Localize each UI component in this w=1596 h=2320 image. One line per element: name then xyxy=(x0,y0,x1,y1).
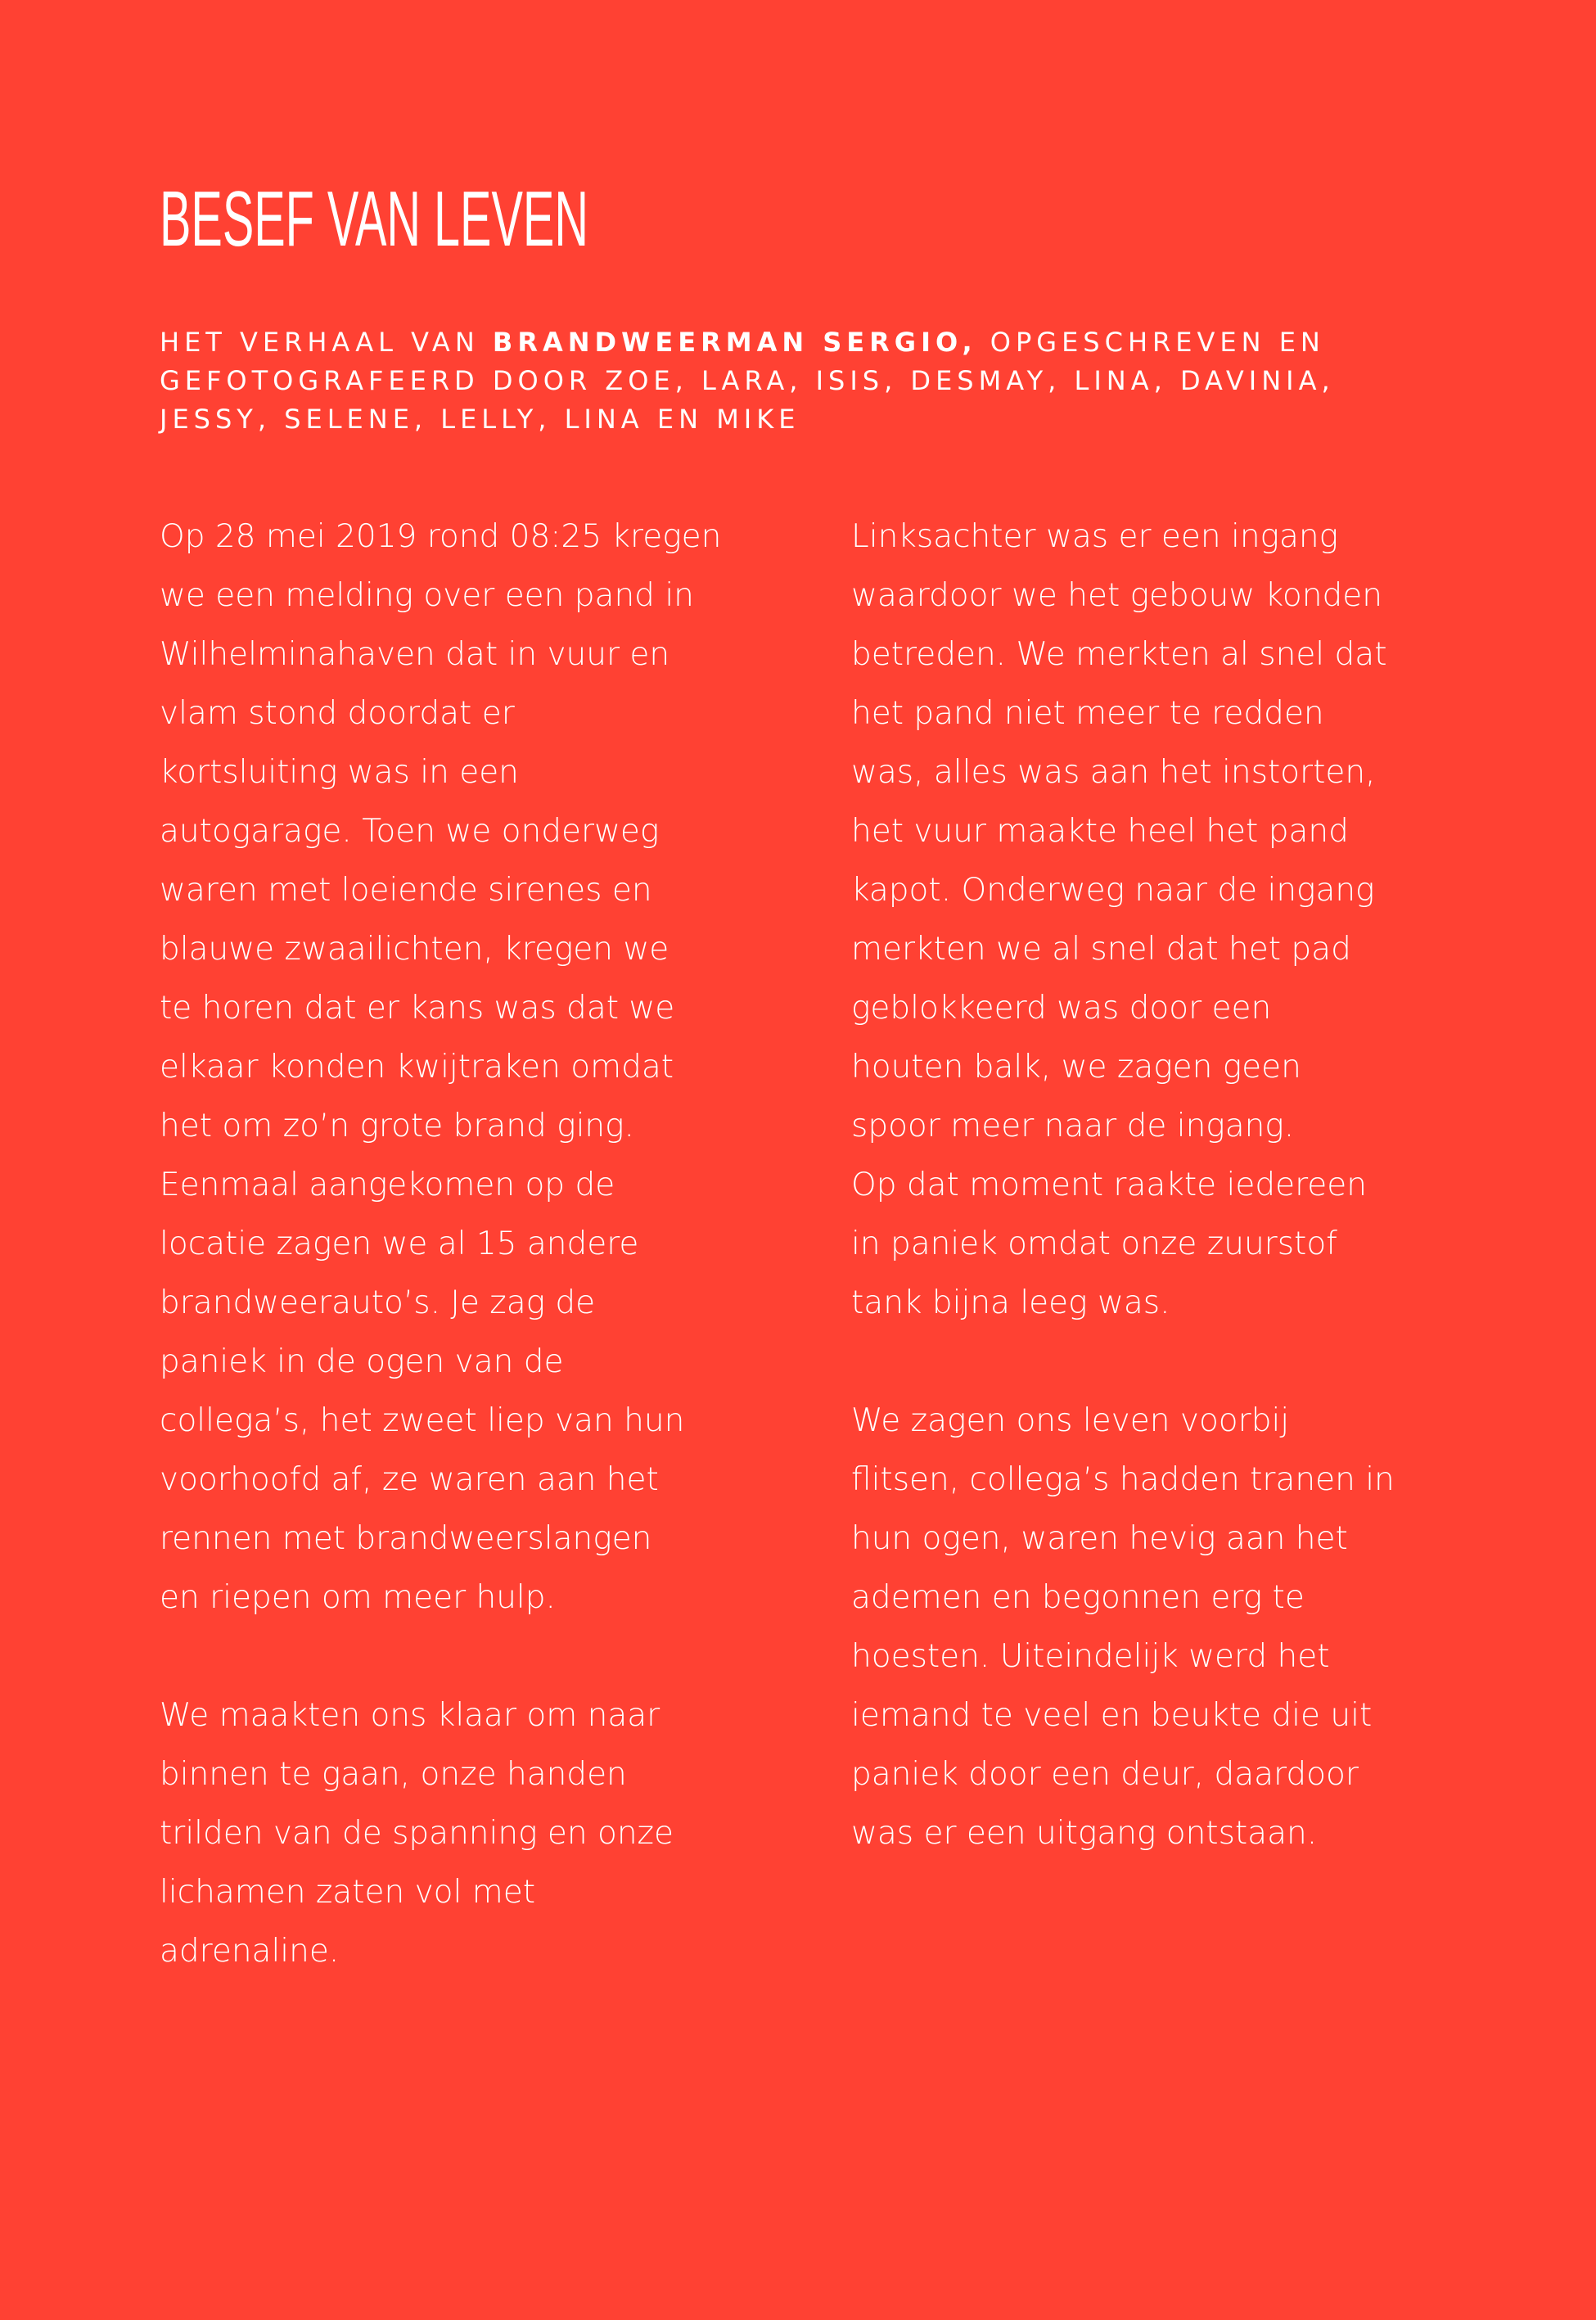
subtitle-prefix: HET VERHAAL VAN xyxy=(160,327,493,358)
article-title: BESEF VAN LEVEN xyxy=(160,175,588,263)
left-paragraph-1: Op 28 mei 2019 rond 08:25 kregen we een melding over een pand in Wilhelminahaven dat in vuur en vlam stond doordat er kortsluiting was in een autogarage. Toen we onderweg waren met loeiende sirenes en blauwe zwaailichten, kregen we te horen dat er kans was dat we elkaar konden kwijtraken omdat het om zo’n grote brand ging. Eenmaal aangekomen op de locatie zagen we al 15 andere brandweerauto’s. Je zag de paniek in de ogen van de collega’s, het zweet liep van hun voorhoofd af, ze waren aan het rennen met brandweerslangen en riepen om meer hulp. xyxy=(160,518,722,1616)
right-column xyxy=(851,508,1473,1922)
left-paragraph-2: We maakten ons klaar om naar binnen te gaan, onze handen trilden van de spanning en onze lichamen zaten vol met adrenaline. xyxy=(160,1697,674,1970)
right-paragraph-2: We zagen ons leven voorbij flitsen, collega’s hadden tranen in hun ogen, waren hevig aan het ademen en begonnen erg te hoesten. Uiteindelijk werd het iemand te veel en beukte die uit paniek door een deur, daardoor was er een uitgang ontstaan. xyxy=(851,1402,1395,1852)
article-subtitle xyxy=(160,323,1428,439)
right-paragraph-1: Linksachter was er een ingang waardoor we het gebouw konden betreden. We merkten al snel dat het pand niet meer te redden was, alles was aan het instorten, het vuur maakte heel het pand kapot. Onderweg naar de ingang merkten we al snel dat het pad geblokkeerd was door een houten balk, we zagen geen spoor meer naar de ingang. Op dat moment raakte iedereen in paniek omdat onze zuurstof tank bijna leeg was. xyxy=(851,518,1387,1321)
left-column xyxy=(160,508,782,2040)
subtitle-bold: BRANDWEERMAN SERGIO, xyxy=(492,327,977,358)
subtitle-suffix: OPGESCHREVEN EN GEFOTOGRAFEERD DOOR ZOE, LARA, ISIS, DESMAY, LINA, DAVINIA, JESSY, SELENE, LELLY, LINA EN MIKE xyxy=(160,327,1335,435)
